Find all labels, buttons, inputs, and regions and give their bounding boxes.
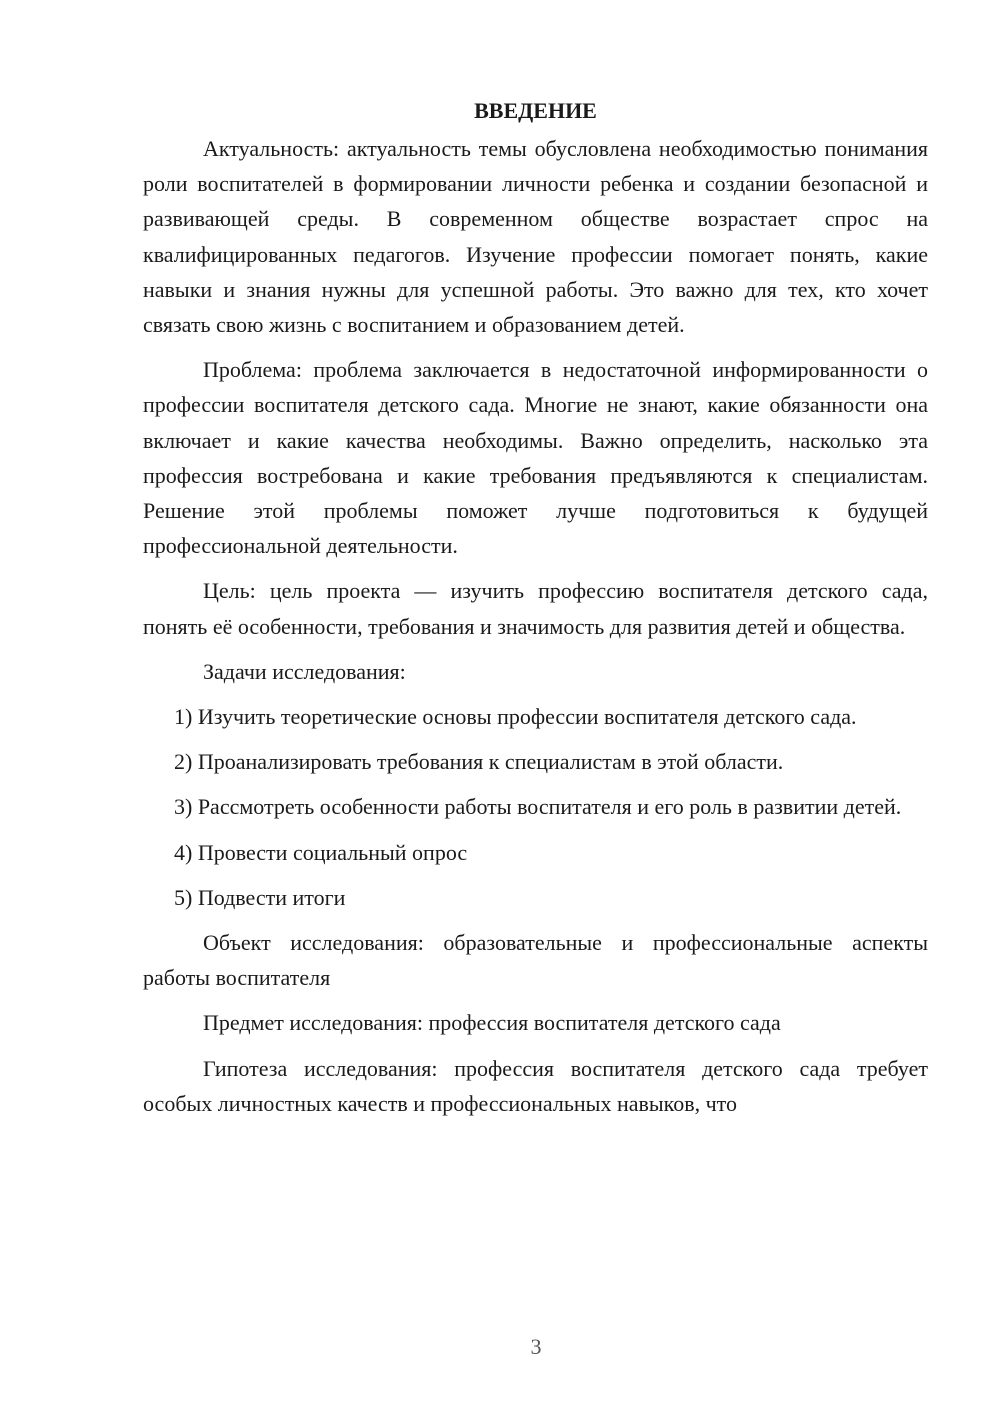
page-number: 3: [530, 1334, 542, 1359]
page-title: ВВЕДЕНИЕ: [474, 98, 597, 123]
problem-paragraph: Проблема: проблема заключается в недостаточной информированности о профессии воспитателя детского сада. Многие не знают, какие обязанности она включает и какие качества необходимы. Важно определить, насколько эта профессия востребована и какие требования предъявляются к специалистам. Решение этой проблемы поможет лучше подготовиться к будущей профессиональной деятельности.: [143, 357, 928, 559]
goal-paragraph: Цель: цель проекта — изучить профессию воспитателя детского сада, понять её особенности, требования и значимость для развития детей и общества.: [143, 578, 928, 639]
task-item-2: 2) Проанализировать требования к специалистам в этой области.: [174, 749, 784, 775]
relevance-paragraph: Актуальность: актуальность темы обусловлена необходимостью понимания роли воспитателей в формировании личности ребенка и создании безопасной и развивающей среды. В современном обществе возрастает спрос на квалифицированных педагогов. Изучение профессии помогает понять, какие навыки и знания нужны для успешной работы. Это важно для тех, кто хочет связать свою жизнь с воспитанием и образованием детей.: [143, 136, 928, 338]
document-page: [143, 93, 928, 1121]
object-paragraph: Объект исследования: образовательные и профессиональные аспекты работы воспитателя: [143, 930, 928, 991]
subject-paragraph: Предмет исследования: профессия воспитателя детского сада: [203, 1010, 781, 1036]
task-item-5: 5) Подвести итоги: [174, 884, 346, 910]
hypothesis-paragraph: Гипотеза исследования: профессия воспитателя детского сада требует особых личностных качеств и профессиональных навыков, что: [143, 1055, 928, 1116]
tasks-title: Задачи исследования:: [203, 658, 406, 684]
task-item-1: 1) Изучить теоретические основы профессии воспитателя детского сада.: [174, 704, 857, 730]
task-item-3: 3) Рассмотреть особенности работы воспитателя и его роль в развитии детей.: [174, 794, 902, 820]
task-item-4: 4) Провести социальный опрос: [174, 839, 468, 865]
